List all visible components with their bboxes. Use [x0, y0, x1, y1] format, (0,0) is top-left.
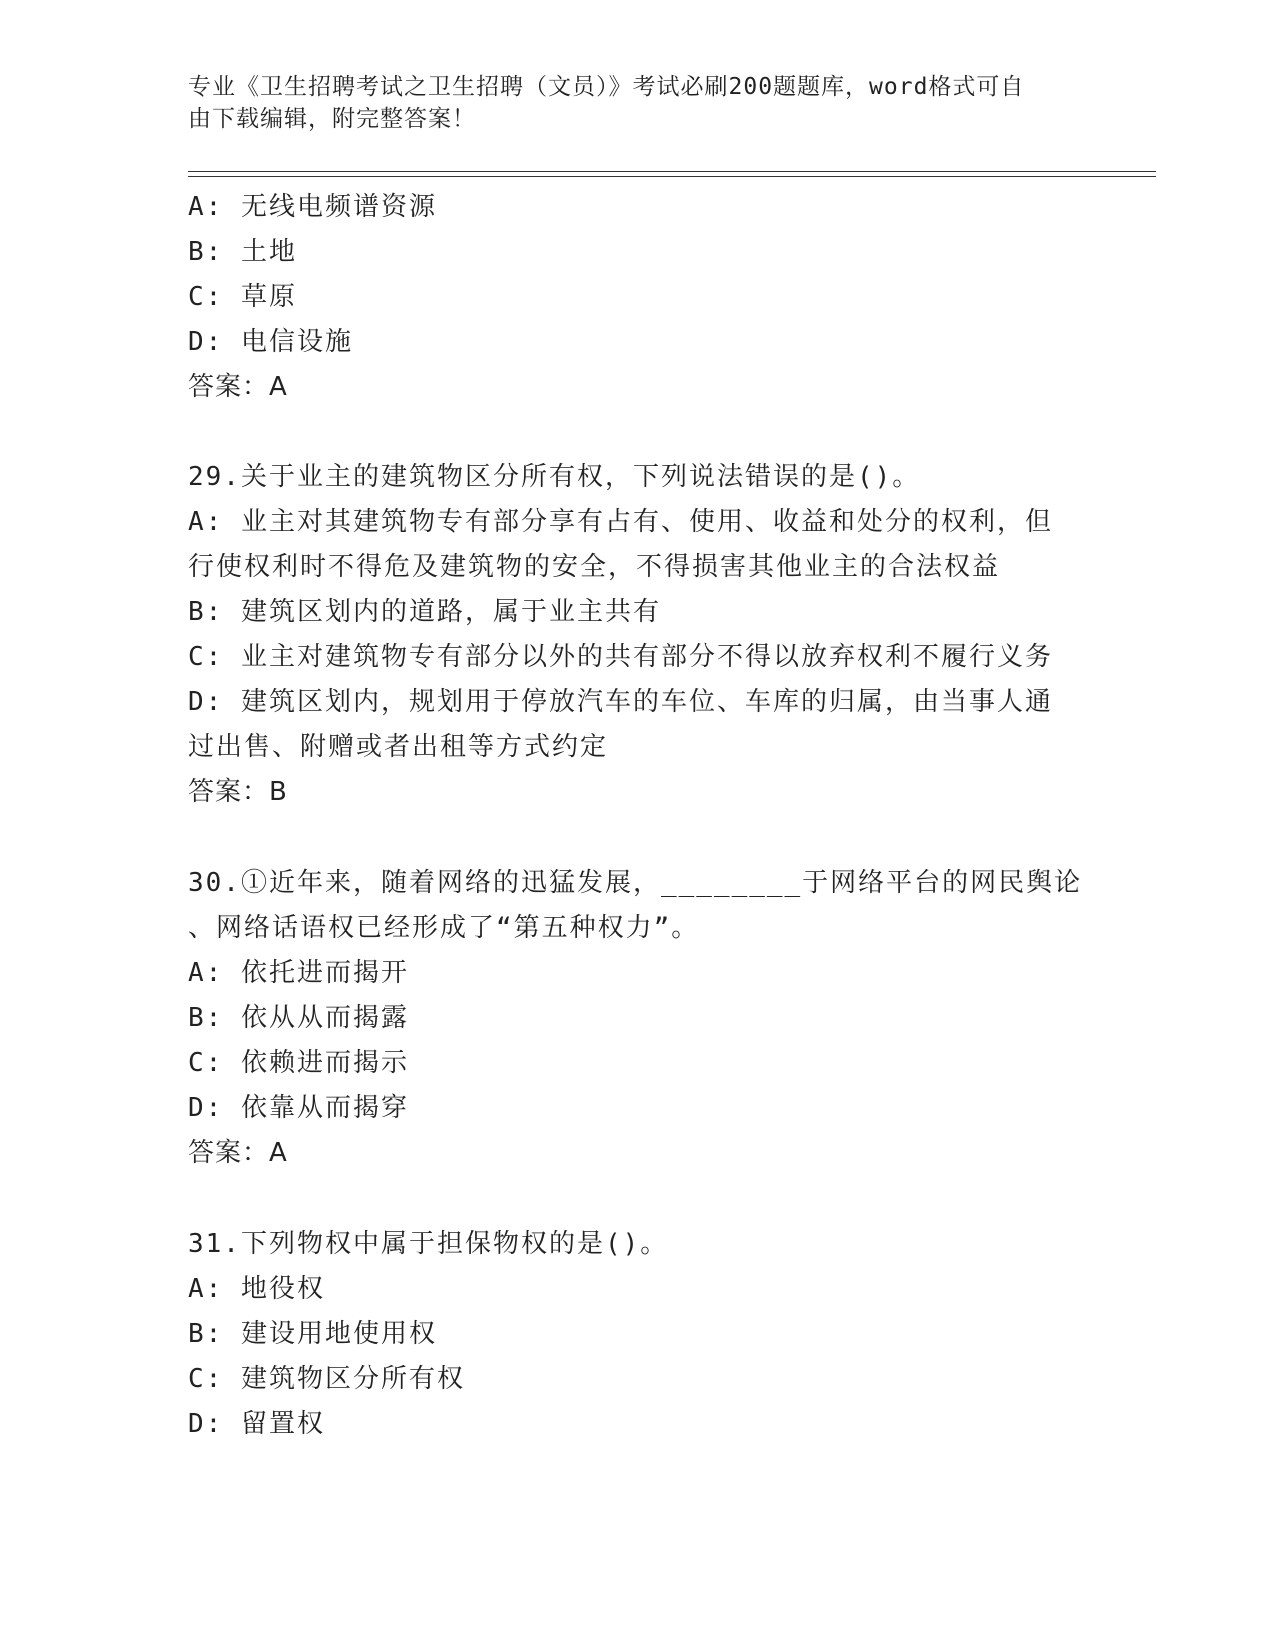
q31-option-a: A: 地役权: [188, 1274, 325, 1304]
q28-answer: 答案：A: [188, 372, 288, 402]
header-rule-top: [188, 171, 1156, 172]
header-text-line-1: 专业《卫生招聘考试之卫生招聘（文员）》考试必刷200题题库，word格式可自: [188, 74, 1025, 100]
q31-question: 31.下列物权中属于担保物权的是()。: [188, 1229, 669, 1259]
q30-option-b: B: 依从从而揭露: [188, 1003, 409, 1033]
q31-option-c: C: 建筑物区分所有权: [188, 1364, 465, 1394]
q29-answer: 答案：B: [188, 777, 288, 807]
q30-option-a: A: 依托进而揭开: [188, 958, 409, 988]
q30-option-c: C: 依赖进而揭示: [188, 1048, 409, 1078]
q29-option-a-line-2: 行使权利时不得危及建筑物的安全，不得损害其他业主的合法权益: [188, 552, 1001, 582]
q29-option-d-line-1: D: 建筑区划内，规划用于停放汽车的车位、车库的归属，由当事人通: [188, 687, 1053, 717]
q29-option-d-line-2: 过出售、附赠或者出租等方式约定: [188, 732, 609, 762]
q29-question: 29.关于业主的建筑物区分所有权，下列说法错误的是()。: [188, 462, 921, 492]
q30-question-line-1: 30.①近年来，随着网络的迅猛发展，________于网络平台的网民舆论: [188, 868, 1083, 898]
q28-option-a: A: 无线电频谱资源: [188, 192, 437, 222]
q30-question-line-2: 、网络话语权已经形成了“第五种权力”。: [188, 913, 700, 943]
q30-answer: 答案：A: [188, 1138, 288, 1168]
header-rule-bottom: [188, 176, 1156, 177]
q29-option-c: C: 业主对建筑物专有部分以外的共有部分不得以放弃权利不履行义务: [188, 642, 1053, 672]
header-text-line-2: 由下载编辑，附完整答案！: [188, 106, 476, 132]
q28-option-d: D: 电信设施: [188, 327, 353, 357]
q28-option-b: B: 土地: [188, 237, 297, 267]
q29-option-b: B: 建筑区划内的道路，属于业主共有: [188, 597, 661, 627]
q30-option-d: D: 依靠从而揭穿: [188, 1093, 409, 1123]
q31-option-b: B: 建设用地使用权: [188, 1319, 437, 1349]
q31-option-d: D: 留置权: [188, 1409, 325, 1439]
q29-option-a-line-1: A: 业主对其建筑物专有部分享有占有、使用、收益和处分的权利，但: [188, 507, 1053, 537]
q28-option-c: C: 草原: [188, 282, 297, 312]
